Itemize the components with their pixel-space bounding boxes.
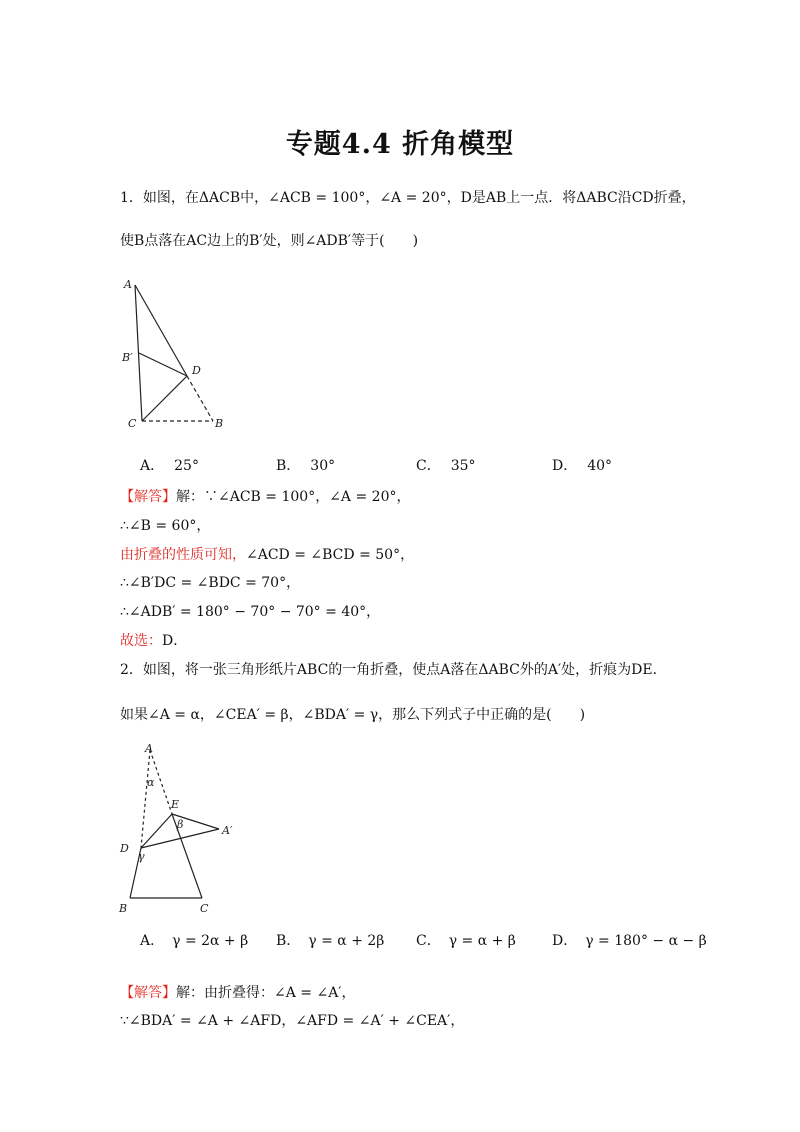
q2-side-ab-dashed bbox=[141, 750, 150, 848]
q2-figure bbox=[115, 740, 245, 916]
page-title: 专题4.4 折角模型 bbox=[285, 129, 515, 160]
q1-label-bp: B′ bbox=[122, 351, 133, 364]
q1-side-ad bbox=[135, 285, 187, 376]
q2-label-beta: β bbox=[177, 818, 184, 831]
q1-option-c: C． 35° bbox=[416, 458, 476, 474]
q1-solution-line-5: ∴∠ADB′ = 180° − 70° − 70° = 40°， bbox=[120, 604, 381, 620]
q1-solution-line-6: 故选：D． bbox=[120, 633, 188, 649]
q1-label-c: C bbox=[128, 417, 137, 430]
q2-label-a: A bbox=[145, 742, 153, 755]
q1-option-d: D． 40° bbox=[552, 458, 613, 474]
q1-answer-tag: 【解答】 bbox=[120, 489, 176, 505]
q2-label-ap: A′ bbox=[222, 824, 233, 837]
q2-option-a: A． γ = 2α + β bbox=[140, 933, 249, 949]
q2-fold-de bbox=[141, 814, 172, 848]
q2-label-e: E bbox=[171, 798, 180, 811]
q2-label-c: C bbox=[200, 902, 209, 915]
q1-solution-line-2: ∴∠B = 60°， bbox=[120, 518, 211, 534]
q2-option-d: D． γ = 180° − α − β bbox=[552, 933, 707, 949]
q1-solution-line-3: 由折叠的性质可知，∠ACD = ∠BCD = 50°， bbox=[120, 547, 415, 563]
q1-side-ac bbox=[135, 285, 142, 421]
q2-answer-tag: 【解答】 bbox=[120, 985, 176, 1001]
q1-fold-cd bbox=[142, 376, 187, 421]
q1-option-b: B． 30° bbox=[276, 458, 336, 474]
q2-option-c: C． γ = α + β bbox=[416, 933, 516, 949]
q2-stem-line-1: 2．如图，将一张三角形纸片ABC的一角折叠，使点A落在ΔABC外的A′处，折痕为DE． bbox=[120, 662, 667, 678]
q2-solution-line-1: 【解答】解：由折叠得：∠A = ∠A′， bbox=[120, 985, 356, 1001]
q1-label-d: D bbox=[192, 364, 201, 377]
q2-label-b: B bbox=[119, 902, 128, 915]
q1-solution-line-4: ∴∠B′DC = ∠BDC = 70°， bbox=[120, 575, 301, 591]
q1-seg-db-dashed bbox=[187, 376, 213, 421]
q2-label-alpha: α bbox=[147, 776, 155, 789]
q2-stem-line-2: 如果∠A = α，∠CEA′ = β，∠BDA′ = γ，那么下列式子中正确的是( ) bbox=[120, 707, 586, 723]
q2-label-gamma: γ bbox=[138, 850, 145, 863]
q1-option-a: A． 25° bbox=[140, 458, 199, 474]
q1-label-b: B bbox=[215, 417, 224, 430]
q2-option-b: B． γ = α + 2β bbox=[276, 933, 385, 949]
q2-seg-dap bbox=[141, 829, 219, 848]
q2-solution-line-2: ∵∠BDA′ = ∠A + ∠AFD，∠AFD = ∠A′ + ∠CEA′， bbox=[120, 1013, 465, 1029]
q1-figure bbox=[120, 275, 240, 435]
q1-stem-line-2: 使B点落在AC边上的B′处，则∠ADB′等于( ) bbox=[120, 233, 419, 249]
q1-label-a: A bbox=[124, 278, 132, 291]
q2-label-d: D bbox=[120, 842, 129, 855]
q1-stem-line-1: 1．如图，在ΔACB中，∠ACB = 100°，∠A = 20°，D是AB上一点．将ΔABC沿CD折叠， bbox=[120, 190, 696, 206]
q1-solution-line-1: 【解答】解：∵∠ACB = 100°，∠A = 20°， bbox=[120, 489, 411, 505]
